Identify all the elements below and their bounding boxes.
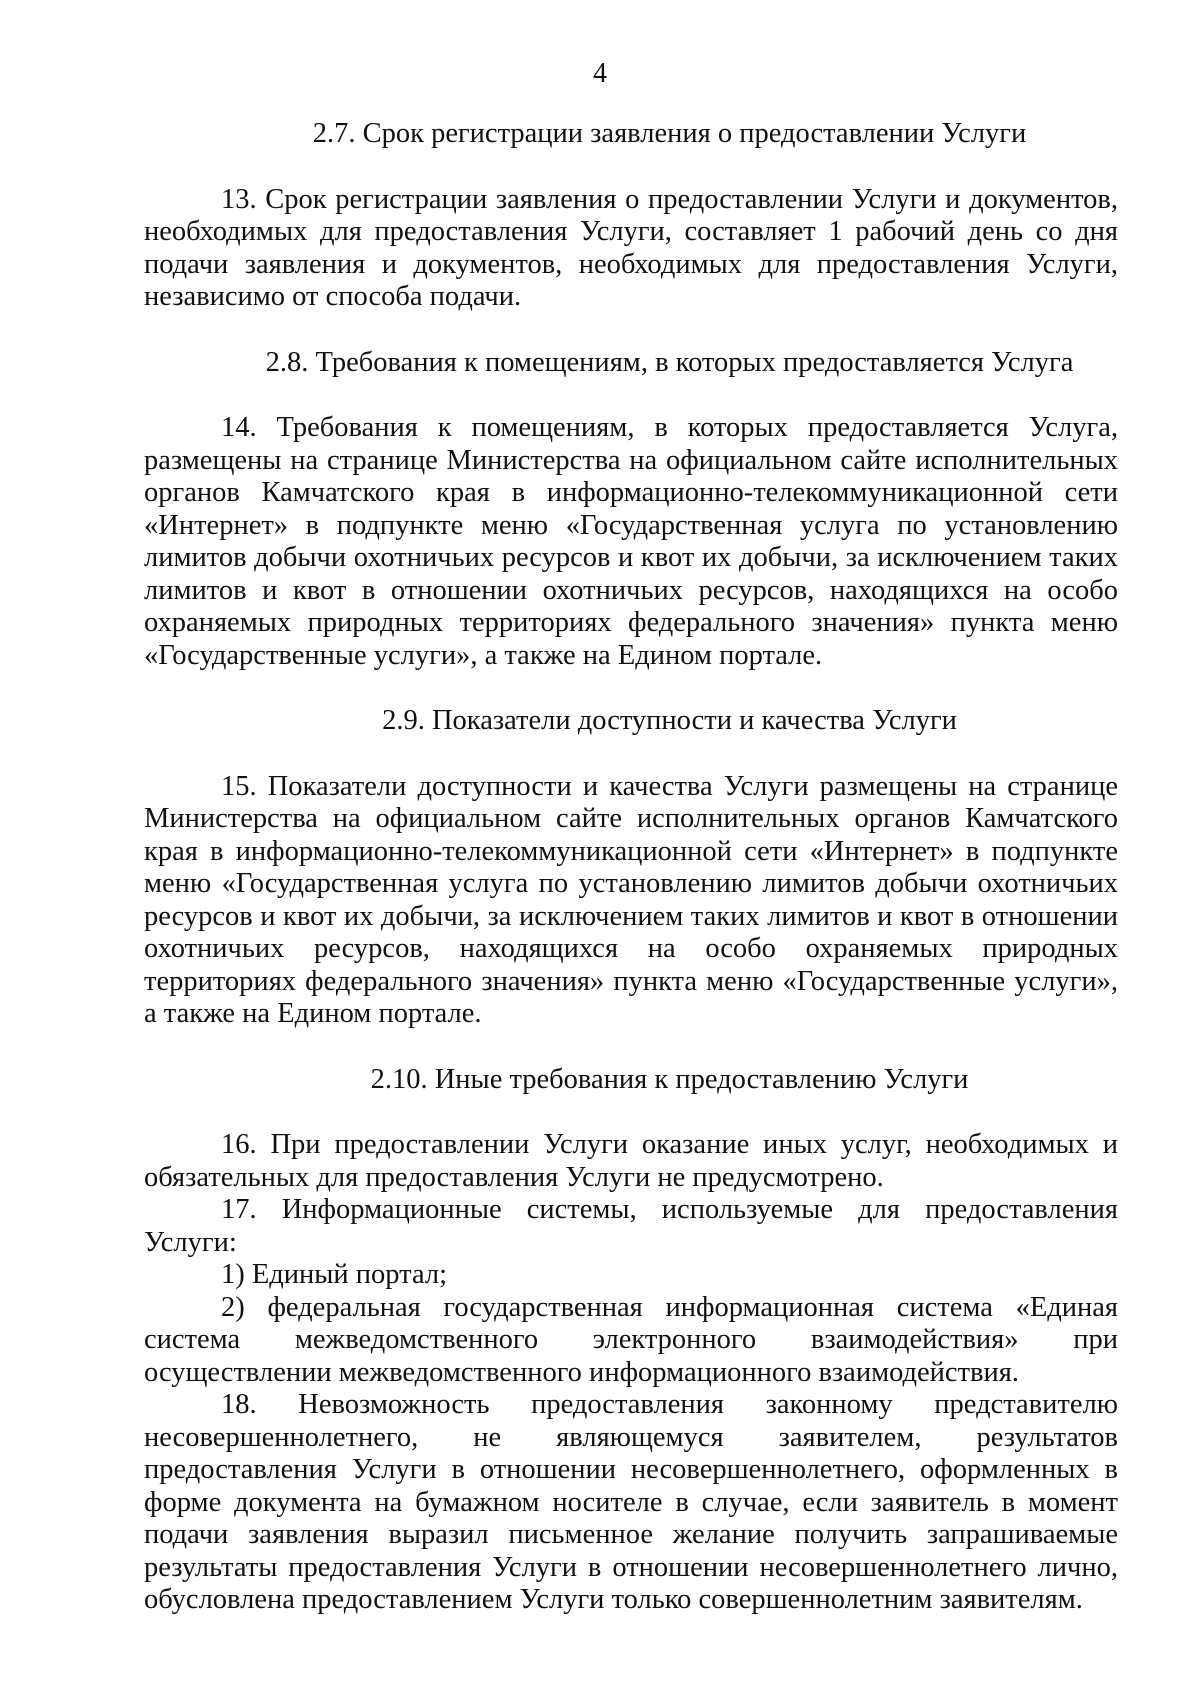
- paragraph-18: 18. Невозможность предоставления законному представителю несовершеннолетнего, не являющемуся заявителем, результатов предоставления Услуги в отношении несовершеннолетнего, оформленных в форме документа на бумажном носителе в случае, если заявитель в момент подачи заявления выразил письменное желание получить запрашиваемые результаты предоставления Услуги в отношении несовершеннолетнего лично, обусловлена предоставлением Услуги только совершеннолетним заявителям.: [144, 1389, 1118, 1615]
- section-heading-2-10: 2.10. Иные требования к предоставлению Услуги: [370, 1063, 969, 1095]
- paragraph-14: 14. Требования к помещениям, в которых предоставляется Услуга, размещены на странице Министерства на официальном сайте исполнительных органов Камчатского края в информационно-телекоммуникационной сети «Интернет» в подпункте меню «Государственная услуга по установлению лимитов добычи охотничьих ресурсов и квот их добычи, за исключением таких лимитов и квот в отношении охотничьих ресурсов, находящихся на особо охраняемых природных территориях федерального значения» пункта меню «Государственные услуги», а также на Едином портале.: [144, 412, 1118, 671]
- document-body: [144, 118, 1118, 1617]
- paragraph-13: 13. Срок регистрации заявления о предоставлении Услуги и документов, необходимых для предоставления Услуги, составляет 1 рабочий день со дня подачи заявления и документов, необходимых для предоставления Услуги, независимо от способа подачи.: [144, 183, 1118, 312]
- paragraph-16: 16. При предоставлении Услуги оказание иных услуг, необходимых и обязательных для предоставления Услуги не предусмотрено.: [144, 1129, 1118, 1193]
- section-heading-2-7: 2.7. Срок регистрации заявления о предоставлении Услуги: [312, 118, 1027, 149]
- paragraph-17-item-2: 2) федеральная государственная информационная система «Единая система межведомственного электронного взаимодействия» при осуществлении межведомственного информационного взаимодействия.: [144, 1291, 1118, 1388]
- paragraph-15: 15. Показатели доступности и качества Услуги размещены на странице Министерства на официальном сайте исполнительных органов Камчатского края в информационно-телекоммуникационной сети «Интернет» в подпункте меню «Государственная услуга по установлению лимитов добычи охотничьих ресурсов и квот их добычи, за исключением таких лимитов и квот в отношении охотничьих ресурсов, находящихся на особо охраняемых природных территориях федерального значения» пункта меню «Государственные услуги», а также на Едином портале.: [144, 770, 1118, 1029]
- section-heading-2-9: 2.9. Показатели доступности и качества Услуги: [382, 705, 957, 736]
- paragraph-17-item-1: 1) Единый портал;: [221, 1259, 448, 1290]
- page-number: 4: [593, 58, 607, 89]
- section-heading-2-8: 2.8. Требования к помещениям, в которых предоставляется Услуга: [265, 346, 1074, 378]
- paragraph-17: 17. Информационные системы, используемые для предоставления Услуги:: [144, 1194, 1118, 1258]
